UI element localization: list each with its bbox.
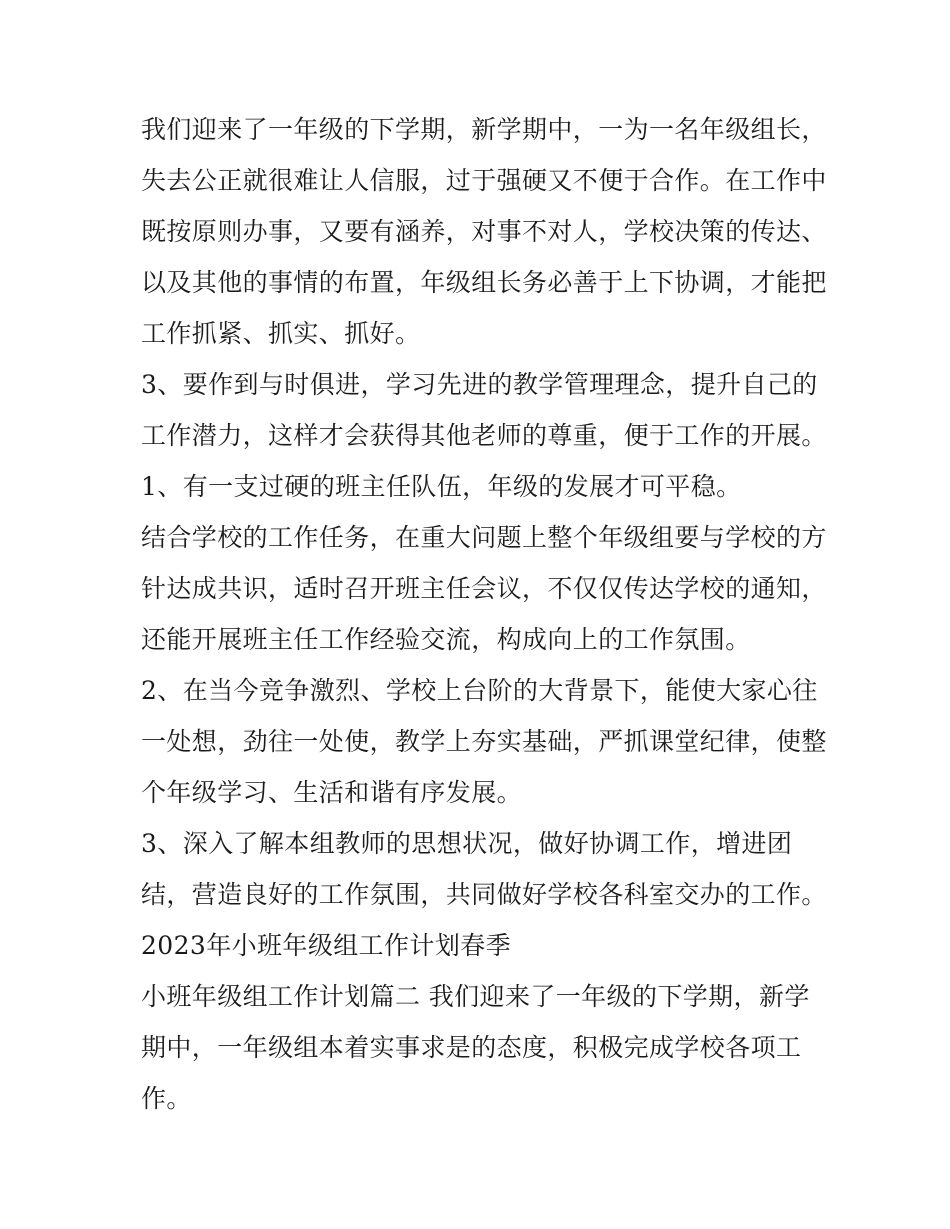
text-line-14: 个年级学习、生活和谐有序发展。	[141, 778, 523, 807]
text-line-1: 我们迎来了一年级的下学期，新学期中，一为一名年级组长，	[141, 115, 827, 144]
text-line-15: 3、深入了解本组教师的思想状况，做好协调工作，增进团	[141, 829, 793, 858]
text-line-10: 针达成共识，适时召开班主任会议，不仅仅传达学校的通知，	[141, 574, 827, 603]
text-line-6: 3、要作到与时俱进，学习先进的教学管理理念，提升自己的	[141, 370, 818, 399]
section-heading: 2023年小班年级组工作计划春季	[141, 931, 512, 960]
text-line-7: 工作潜力，这样才会获得其他老师的尊重，便于工作的开展。	[141, 421, 827, 450]
text-line-4: 以及其他的事情的布置，年级组长务必善于上下协调，才能把	[141, 268, 827, 297]
text-line-18: 小班年级组工作计划篇二 我们迎来了一年级的下学期，新学	[141, 982, 810, 1011]
text-line-9: 结合学校的工作任务，在重大问题上整个年级组要与学校的方	[141, 523, 827, 552]
text-line-11: 还能开展班主任工作经验交流，构成向上的工作氛围。	[141, 625, 751, 654]
text-line-8: 1、有一支过硬的班主任队伍，年级的发展才可平稳。	[141, 472, 742, 501]
text-line-12: 2、在当今竞争激烈、学校上台阶的大背景下，能使大家心往	[141, 676, 818, 705]
text-line-3: 既按原则办事，又要有涵养，对事不对人，学校决策的传达、	[141, 217, 827, 246]
text-line-16: 结，营造良好的工作氛围，共同做好学校各科室交办的工作。	[141, 880, 827, 909]
text-line-19: 期中，一年级组本着实事求是的态度，积极完成学校各项工	[141, 1033, 802, 1062]
text-line-2: 失去公正就很难让人信服，过于强硬又不便于合作。在工作中	[141, 166, 827, 195]
text-line-20: 作。	[141, 1084, 192, 1113]
text-line-13: 一处想，劲往一处使，教学上夯实基础，严抓课堂纪律，使整	[141, 727, 827, 756]
text-line-5: 工作抓紧、抓实、抓好。	[141, 319, 421, 348]
